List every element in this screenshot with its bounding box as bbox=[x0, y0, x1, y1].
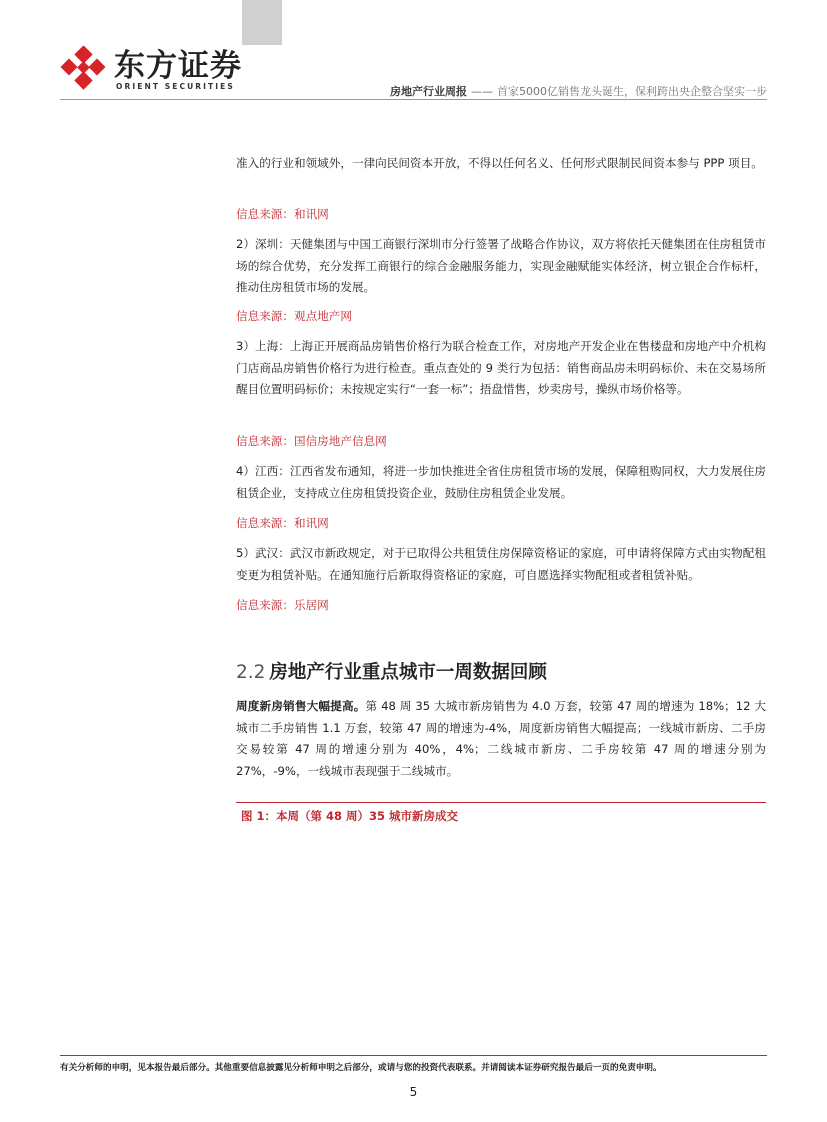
page-number: 5 bbox=[409, 1085, 418, 1099]
orient-securities-logo-icon bbox=[60, 46, 108, 94]
source-line: 信息来源：国信房地产信息网 bbox=[236, 434, 387, 448]
source-line: 信息来源：观点地产网 bbox=[236, 309, 352, 323]
header-separator: —— bbox=[471, 85, 493, 98]
section-number: 2.2 bbox=[236, 662, 266, 683]
paragraph-shenzhen: 2）深圳：天健集团与中国工商银行深圳市分行签署了战略合作协议，双方将依托天健集团在住房租赁市场的综合优势，充分发挥工商银行的综合金融服务能力，实现金融赋能实体经济，树立银企合作标杆，推动住房租赁市场的发展。 bbox=[236, 237, 766, 294]
company-logo bbox=[60, 46, 240, 96]
paragraph-ppp: 准入的行业和领域外，一律向民间资本开放，不得以任何名义、任何形式限制民间资本参与 PPP 项目。 bbox=[236, 156, 763, 170]
report-type: 房地产行业周报 bbox=[390, 85, 467, 98]
footer-disclaimer: 有关分析师的申明，见本报告最后部分。其他重要信息披露见分析师申明之后部分，或请与您的投资代表联系。并请阅读本证券研究报告最后一页的免责申明。 bbox=[60, 1063, 662, 1073]
summary-text: 第 48 周 35 大城市新房销售为 4.0 万套，较第 47 周的增速为 18%；12 大城市二手房销售 1.1 万套，较第 47 周的增速为-4%，周度新房销售大幅提高；一线城市新房、二手房交易较第 47 周的增速分别为 40%，4%；二线城市新房、二手房较第 47 周的增速分别为 27%，-9%，一线城市表现强于二线城市。 bbox=[236, 699, 766, 778]
source-line: 信息来源：和讯网 bbox=[236, 516, 329, 530]
section-heading bbox=[236, 658, 547, 684]
figure-caption: 图 1：本周（第 48 周）35 城市新房成交 bbox=[241, 809, 459, 823]
report-subtitle: 首家5000亿销售龙头诞生，保利跨出央企整合坚实一步 bbox=[497, 85, 767, 98]
summary-lead: 周度新房销售大幅提高。 bbox=[236, 699, 366, 713]
paragraph-shanghai: 3）上海：上海正开展商品房销售价格行为联合检查工作，对房地产开发企业在售楼盘和房地产中介机构门店商品房销售价格行为进行检查。重点查处的 9 类行为包括：销售商品房未明码标价、未在交易场所醒目位置明码标价；未按规定实行“一套一标”；捂盘惜售，炒卖房号，操纵市场价格等。 bbox=[236, 339, 766, 396]
section-summary-paragraph bbox=[236, 696, 766, 782]
header-rule bbox=[60, 99, 767, 100]
logo-chinese-text: 东方证券 bbox=[114, 48, 242, 84]
logo-english-text: ORIENT SECURITIES bbox=[116, 82, 235, 91]
footer-rule bbox=[60, 1055, 767, 1056]
paragraph-wuhan: 5）武汉：武汉市新政规定，对于已取得公共租赁住房保障资格证的家庭，可申请将保障方式由实物配租变更为租赁补贴。在通知施行后新取得资格证的家庭，可自愿选择实物配租或者租赁补贴。 bbox=[236, 546, 766, 582]
section-title-text: 房地产行业重点城市一周数据回顾 bbox=[269, 662, 547, 683]
report-header-title bbox=[390, 83, 767, 99]
paragraph-jiangxi: 4）江西：江西省发布通知，将进一步加快推进全省住房租赁市场的发展，保障租购同权，大力发展住房租赁企业，支持成立住房租赁投资企业，鼓励住房租赁企业发展。 bbox=[236, 464, 766, 500]
source-line: 信息来源：和讯网 bbox=[236, 207, 329, 221]
header-grey-tab bbox=[242, 0, 282, 45]
figure-rule bbox=[236, 802, 766, 803]
source-line: 信息来源：乐居网 bbox=[236, 598, 329, 612]
